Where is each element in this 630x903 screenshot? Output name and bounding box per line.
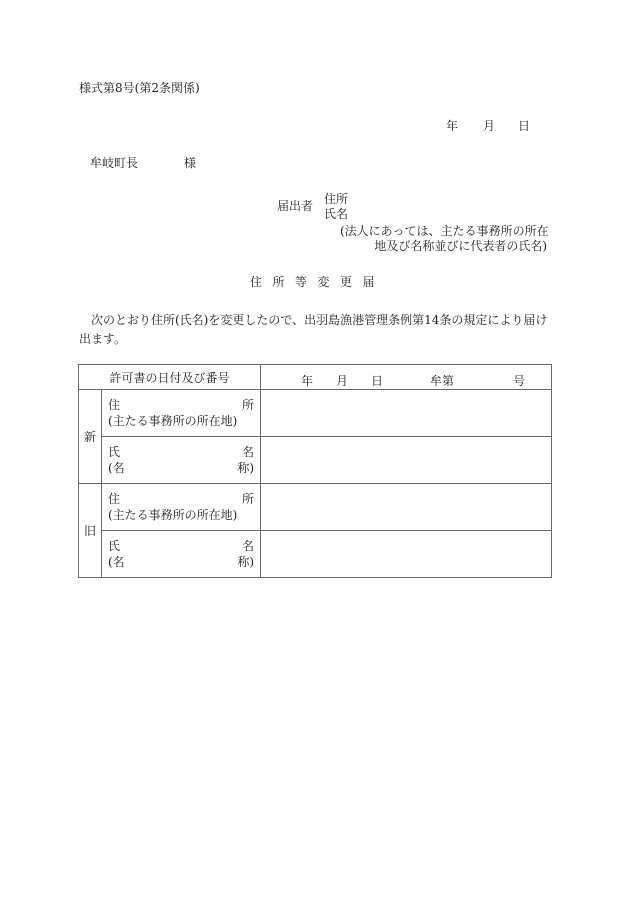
old-name-field[interactable] xyxy=(261,531,552,578)
label-text: 氏 xyxy=(108,539,121,553)
label-text: 名 xyxy=(241,539,254,553)
old-address-field[interactable] xyxy=(261,484,552,531)
permit-month-label: 月 xyxy=(336,374,349,388)
form-number: 様式第8号(第2条関係) xyxy=(79,81,200,95)
title-char: 変 xyxy=(317,275,330,289)
submission-date xyxy=(446,120,530,132)
change-form-table xyxy=(78,364,552,578)
new-address-field[interactable] xyxy=(261,390,552,437)
body-paragraph: 次のとおり住所(氏名)を変更したので、出羽島漁港管理条例第14条の規定により届け出ます。 xyxy=(79,313,548,346)
new-address-label xyxy=(102,390,261,437)
date-day-label: 日 xyxy=(518,119,531,133)
old-section-label: 旧 xyxy=(79,484,102,578)
new-name-row xyxy=(79,437,552,484)
date-year-label: 年 xyxy=(446,119,459,133)
date-month-label: 月 xyxy=(483,119,496,133)
label-text: (名 xyxy=(108,555,125,569)
label-text: 所 xyxy=(241,398,254,412)
permit-value-field[interactable] xyxy=(261,365,552,390)
label-text: 称) xyxy=(237,461,254,475)
title-char: 所 xyxy=(272,275,285,289)
old-address-label xyxy=(102,484,261,531)
corporate-note-line2: 地及び名称並びに代表者の氏名) xyxy=(374,239,547,253)
corporate-note xyxy=(340,224,547,254)
document-title xyxy=(250,276,385,288)
new-section-label: 新 xyxy=(79,390,102,484)
new-address-row xyxy=(79,390,552,437)
old-address-row xyxy=(79,484,552,531)
title-char: 届 xyxy=(362,275,375,289)
applicant-address-label: 住所 xyxy=(324,192,349,206)
title-char: 更 xyxy=(340,275,353,289)
label-text: 名 xyxy=(241,445,254,459)
label-text: (名 xyxy=(108,461,125,475)
corporate-note-line1: (法人にあっては、主たる事務所の所在 xyxy=(340,224,549,238)
permit-year-label: 年 xyxy=(301,374,314,388)
permit-label: 許可書の日付及び番号 xyxy=(79,365,261,390)
title-char: 等 xyxy=(295,275,308,289)
label-text: (主たる事務所の所在地) xyxy=(108,508,238,522)
applicant-name-label: 氏名 xyxy=(324,207,349,221)
applicant-fields xyxy=(324,192,348,222)
addressee-name: 牟岐町長 xyxy=(90,156,139,170)
label-text: 所 xyxy=(241,492,254,506)
new-name-label xyxy=(102,437,261,484)
permit-number-suffix: 号 xyxy=(513,374,526,388)
label-text: 住 xyxy=(108,398,121,412)
label-text: (主たる事務所の所在地) xyxy=(108,414,238,428)
old-name-label xyxy=(102,531,261,578)
title-char: 住 xyxy=(250,275,263,289)
addressee xyxy=(90,156,197,170)
old-name-row xyxy=(79,531,552,578)
permit-row xyxy=(79,365,552,390)
permit-day-label: 日 xyxy=(371,374,384,388)
permit-prefix-label: 牟第 xyxy=(430,374,455,388)
label-text: 称) xyxy=(237,555,254,569)
addressee-honorific: 様 xyxy=(184,156,197,170)
applicant-label: 届出者 xyxy=(277,199,314,213)
label-text: 氏 xyxy=(108,445,121,459)
label-text: 住 xyxy=(108,492,121,506)
new-name-field[interactable] xyxy=(261,437,552,484)
